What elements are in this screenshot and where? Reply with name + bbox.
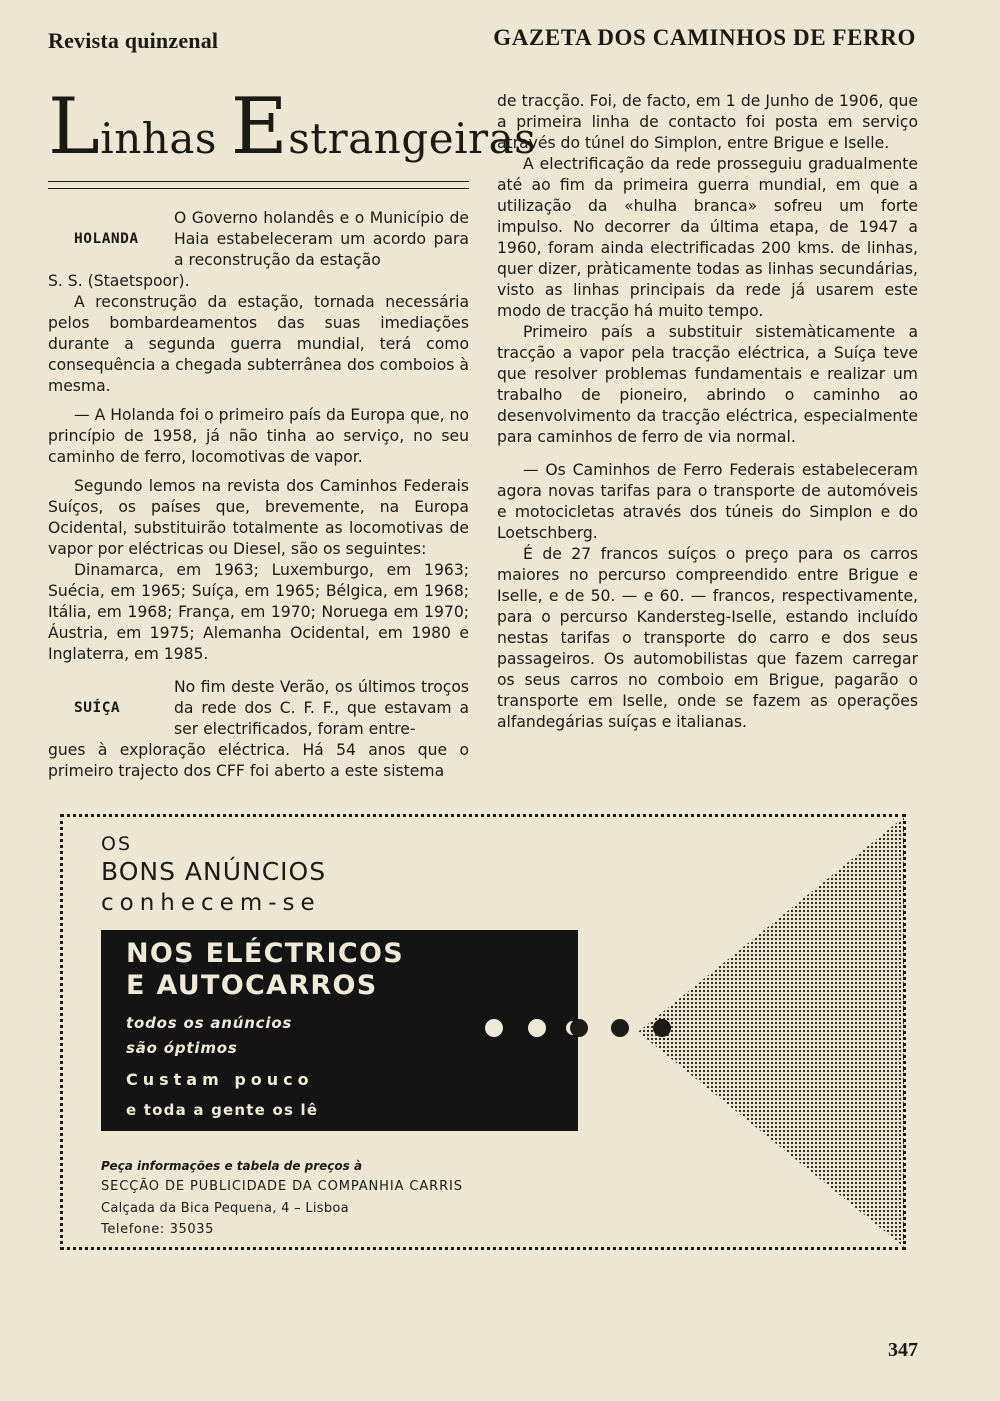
dot <box>485 1019 503 1037</box>
ad-conhecem-se: conhecem-se <box>101 890 321 916</box>
paragraph: S. S. (Staetspoor). <box>48 272 190 290</box>
title-initial-e: E <box>230 82 289 172</box>
paragraph: de tracção. Foi, de facto, em 1 de Junho de 1906, que a primeira linha de contacto foi posta em serviço através do túnel do Simplon, entre Brigue e Iselle. <box>497 92 918 152</box>
ad-tagline: e toda a gente os lê <box>126 1101 319 1119</box>
paragraph: A electrificação da rede prosseguiu gradualmente até ao fim da primeira guerra mundial, em que a utilização da «hulha branca» sofreu um forte impulso. No decorrer da última etapa, de 1947 a 1960, foram ainda electrificadas 200 kms. de linhas, quer dizer, pràticamente todas as linhas secundárias, visto as linhas principais da rede já usarem este modo de tracção há muito tempo. <box>497 155 918 320</box>
section-label-suica: SUÍÇA <box>74 700 121 716</box>
section-title <box>48 82 537 172</box>
ad-info-company: SECÇÃO DE PUBLICIDADE DA COMPANHIA CARRIS <box>101 1179 463 1194</box>
ad-headline <box>126 938 404 1002</box>
ad-info-address: Calçada da Bica Pequena, 4 – Lisboa <box>101 1201 349 1216</box>
dot <box>528 1019 546 1037</box>
halftone-triangle <box>638 817 904 1247</box>
dot <box>570 1019 588 1037</box>
ad-info-phone: Telefone: 35035 <box>101 1222 214 1237</box>
running-header-left: Revista quinzenal <box>48 28 219 53</box>
ad-tagline: todos os anúncios <box>126 1014 293 1032</box>
paragraph: O Governo holandês e o Município de Haia estabeleceram um acordo para a reconstrução da estação <box>174 209 469 269</box>
paragraph: Segundo lemos na revista dos Caminhos Federais Suíços, os países que, brevemente, na Europa Ocidental, substituirão totalmente as locomotivas de vapor por eléctricas ou Diesel, são os seguintes: <box>48 477 469 558</box>
paragraph: — Os Caminhos de Ferro Federais estabeleceram agora novas tarifas para o transporte de automóveis e motocicletas através dos túneis do Simplon e do Loetschberg. <box>497 461 918 542</box>
ad-bons-anuncios: BONS ANÚNCIOS <box>101 857 327 886</box>
left-column <box>48 208 469 782</box>
paragraph: É de 27 francos suíços o preço para os carros maiores no percurso compreendido entre Brigue e Iselle, e de 50. — e 60. — francos, respectivamente, para o percurso Kandersteg-Iselle, estando incluído nestas tarifas o transporte do carro e dos seus passageiros. Os automobilistas que fazem carregar os seus carros no comboio em Brigue, pagarão o transporte em Iselle, onde se fazem as operações alfandegárias suíças e italianas. <box>497 545 918 731</box>
ad-headline-line-2: E AUTOCARROS <box>126 970 378 1001</box>
ad-tagline: são óptimos <box>126 1039 238 1057</box>
page-number: 347 <box>888 1339 918 1361</box>
suica-block <box>48 677 469 740</box>
dot <box>653 1019 671 1037</box>
ad-info-request: Peça informações e tabela de preços à <box>101 1159 363 1173</box>
running-header-right: GAZETA DOS CAMINHOS DE FERRO <box>493 25 916 50</box>
holanda-block <box>48 208 469 271</box>
ad-tagline: Custam pouco <box>126 1070 314 1089</box>
title-initial-l: L <box>48 82 101 172</box>
paragraph: Dinamarca, em 1963; Luxemburgo, em 1963; Suécia, em 1965; Suíça, em 1965; Bélgica, em 1968; Itália, em 1968; França, em 1970; Noruega em 1970; Áustria, em 1975; Alemanha Ocidental, em 1980 e Inglaterra, em 1985. <box>48 561 469 663</box>
ad-black-panel <box>101 930 578 1131</box>
title-word-1: inhas <box>100 114 217 163</box>
paragraph: Primeiro país a substituir sistemàticamente a tracção a vapor pela tracção eléctrica, a Suíça teve que resolver problemas fundamentais e realizar um trabalho de pioneiro, abrindo o caminho ao desenvolvimento da tracção eléctrica, especialmente para caminhos de ferro de via normal. <box>497 323 918 446</box>
ad-os: OS <box>101 833 133 855</box>
right-column <box>497 91 918 733</box>
paragraph: — A Holanda foi o primeiro país da Europa que, no princípio de 1958, já não tinha ao serviço, no seu caminho de ferro, locomotivas de vapor. <box>48 406 469 466</box>
title-word-2: strangeiras <box>288 114 537 163</box>
paragraph: No fim deste Verão, os últimos troços da rede dos C. F. F., que estavam a ser electrificados, foram entre- <box>174 678 469 738</box>
paragraph: gues à exploração eléctrica. Há 54 anos que o primeiro trajecto dos CFF foi aberto a este sistema <box>48 741 469 780</box>
dot <box>611 1019 629 1037</box>
title-double-rule <box>48 181 469 189</box>
paragraph: A reconstrução da estação, tornada necessária pelos bombardeamentos das suas imediações durante a segunda guerra mundial, terá como consequência a chegada subterrânea dos comboios à mesma. <box>48 293 469 395</box>
carris-advertisement <box>60 814 906 1250</box>
ad-headline-line-1: NOS ELÉCTRICOS <box>126 938 404 969</box>
section-label-holanda: HOLANDA <box>74 231 139 247</box>
